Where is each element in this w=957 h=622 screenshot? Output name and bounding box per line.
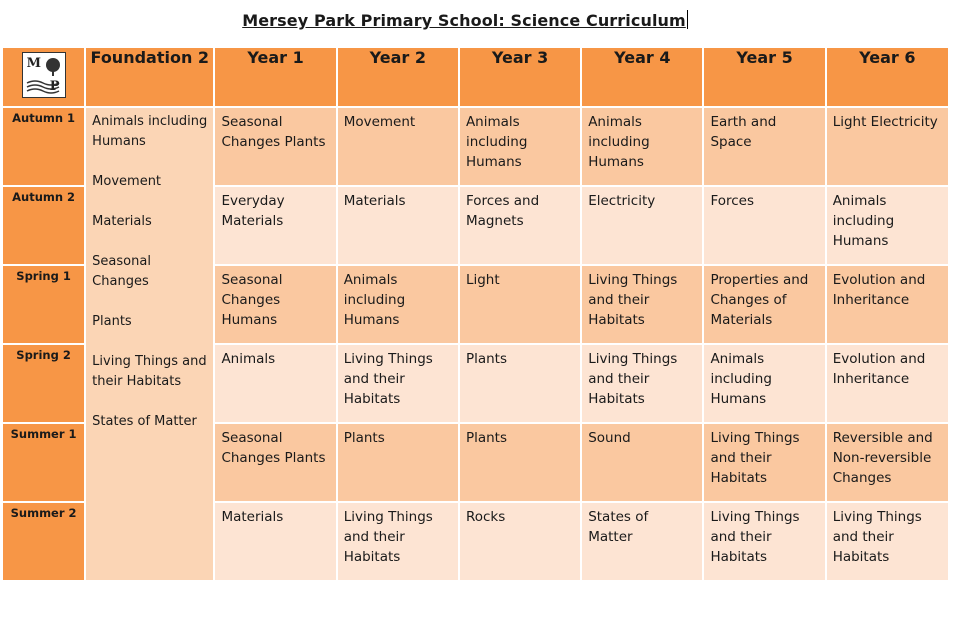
foundation-column	[86, 108, 213, 580]
logo-letter-p: P	[49, 79, 60, 94]
foundation-topic: States of Matter	[92, 414, 197, 429]
foundation-topic: Animals including Humans	[92, 114, 208, 149]
page-title: Mersey Park Primary School: Science Curriculum	[242, 11, 686, 30]
table-cell: Living Things and their Habitats	[704, 424, 824, 501]
table-cell: Earth and Space	[704, 108, 824, 185]
table-cell: Seasonal Changes Plants	[215, 108, 335, 185]
table-cell: Seasonal Changes Plants	[215, 424, 335, 501]
table-cell: Movement	[338, 108, 458, 185]
foundation-topic: Materials	[92, 214, 152, 229]
table-cell: Living Things and their Habitats	[338, 345, 458, 422]
table-cell: Electricity	[582, 187, 702, 264]
table-cell: Materials	[215, 503, 335, 580]
foundation-topic: Plants	[92, 314, 132, 329]
table-cell: Light Electricity	[827, 108, 948, 185]
term-label: Summer 2	[3, 503, 84, 580]
table-cell: Evolution and Inheritance	[827, 345, 948, 422]
curriculum-table	[1, 46, 950, 582]
table-cell: Everyday Materials	[215, 187, 335, 264]
table-cell: Plants	[460, 345, 580, 422]
table-cell: Plants	[338, 424, 458, 501]
text-cursor	[687, 10, 688, 29]
table-cell: Animals including Humans	[582, 108, 702, 185]
table-cell: Living Things and their Habitats	[338, 503, 458, 580]
header-foundation-2: Foundation 2	[86, 48, 213, 106]
table-row	[3, 108, 948, 185]
table-cell: Living Things and their Habitats	[582, 266, 702, 343]
table-cell: Living Things and their Habitats	[582, 345, 702, 422]
logo-letter-m: M	[26, 56, 41, 71]
table-cell: Animals including Humans	[338, 266, 458, 343]
school-logo	[22, 52, 66, 98]
table-cell: Rocks	[460, 503, 580, 580]
table-cell: Living Things and their Habitats	[827, 503, 948, 580]
foundation-topic: Seasonal Changes	[92, 254, 151, 289]
table-cell: Animals	[215, 345, 335, 422]
table-cell: Forces and Magnets	[460, 187, 580, 264]
table-cell: Light	[460, 266, 580, 343]
table-cell: Seasonal Changes Humans	[215, 266, 335, 343]
header-year-3: Year 3	[460, 48, 580, 106]
table-cell: Animals including Humans	[460, 108, 580, 185]
table-cell: Properties and Changes of Materials	[704, 266, 824, 343]
foundation-topic: Movement	[92, 174, 162, 189]
foundation-topic: Living Things and their Habitats	[92, 354, 207, 389]
table-cell: Reversible and Non-reversible Changes	[827, 424, 948, 501]
term-label: Autumn 2	[3, 187, 84, 264]
table-cell: Sound	[582, 424, 702, 501]
table-cell: Forces	[704, 187, 824, 264]
table-cell: Animals including Humans	[704, 345, 824, 422]
term-label: Spring 1	[3, 266, 84, 343]
term-label: Autumn 1	[3, 108, 84, 185]
table-cell: Living Things and their Habitats	[704, 503, 824, 580]
table-cell: Animals including Humans	[827, 187, 948, 264]
table-cell: States of Matter	[582, 503, 702, 580]
table-cell: Evolution and Inheritance	[827, 266, 948, 343]
term-label: Spring 2	[3, 345, 84, 422]
header-year-2: Year 2	[338, 48, 458, 106]
table-cell: Materials	[338, 187, 458, 264]
header-year-5: Year 5	[704, 48, 824, 106]
table-cell: Plants	[460, 424, 580, 501]
term-label: Summer 1	[3, 424, 84, 501]
header-year-4: Year 4	[582, 48, 702, 106]
logo-cell	[3, 48, 84, 106]
header-year-6: Year 6	[827, 48, 948, 106]
header-year-1: Year 1	[215, 48, 335, 106]
